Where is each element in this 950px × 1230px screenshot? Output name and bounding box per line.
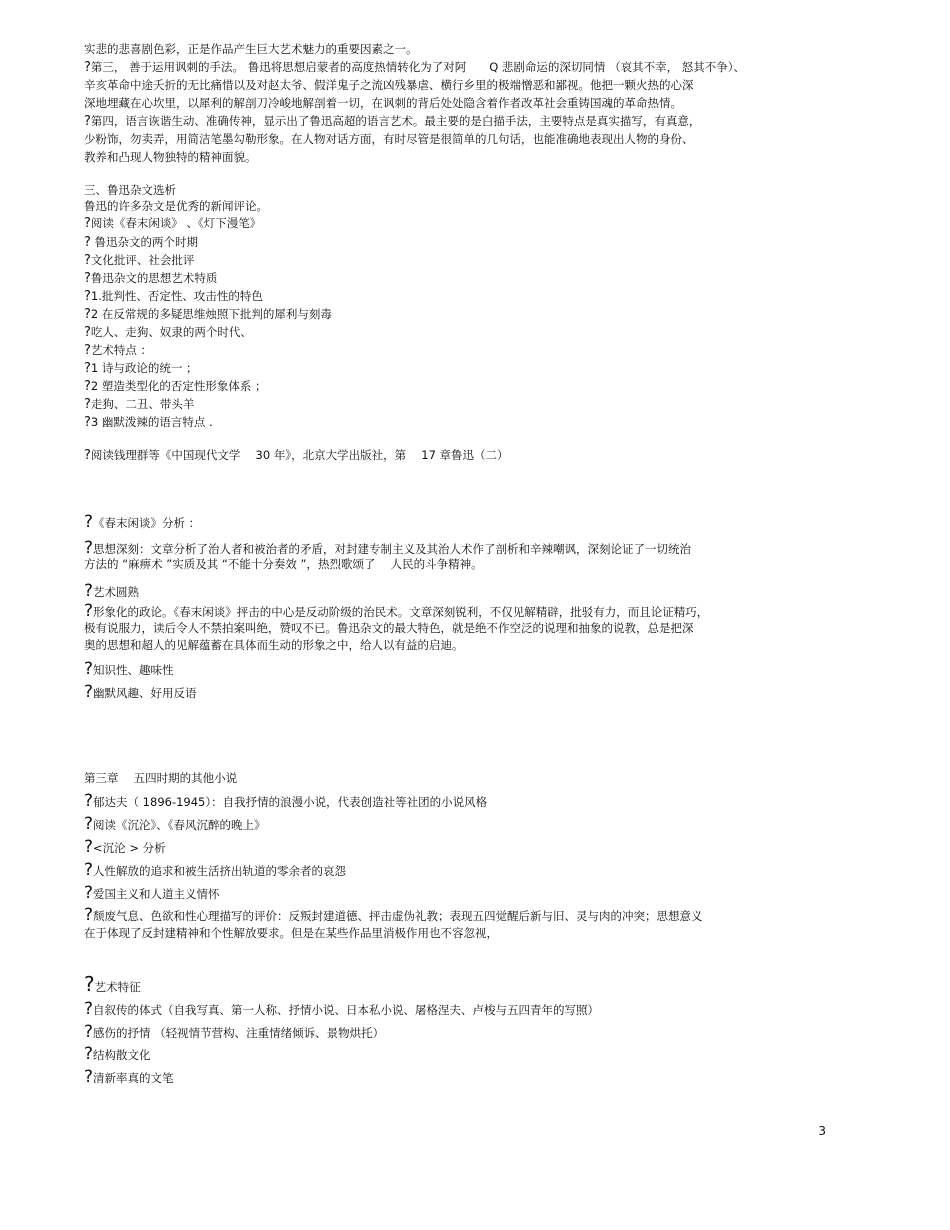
page-number: 3 — [818, 1124, 826, 1138]
line-text: 第三章 五四时期的其他小说 — [84, 771, 238, 785]
line-text: 知识性、趣味性 — [93, 663, 174, 677]
text-line — [84, 150, 257, 165]
text-line — [84, 448, 509, 463]
line-text: 三、鲁迅杂文选析 — [84, 183, 176, 197]
bullet: ? — [84, 1067, 94, 1087]
line-text: 少粉饰，勿卖弄，用简洁笔墨勾勒形象。在人物对话方面，有时尽管是很简单的几句话，也能准确地表现出人物的身份、 — [84, 132, 694, 146]
bullet: ? — [84, 1044, 94, 1064]
bullet: ? — [84, 682, 94, 702]
bullet: ? — [84, 114, 91, 129]
text-line — [84, 216, 261, 231]
text-line — [84, 839, 166, 856]
text-line — [84, 907, 703, 924]
line-text: 奥的思想和超人的见解蕴蓄在具体而生动的形象之中，给人以有益的启迪。 — [84, 638, 464, 652]
text-line — [84, 415, 213, 430]
line-text: 艺术特征 — [94, 980, 141, 994]
bullet: ? — [84, 659, 94, 679]
text-line — [84, 114, 700, 129]
line-text: 极有说服力，读后令人不禁拍案叫绝，赞叹不已。鲁迅杂文的最大特色，就是绝不作空泛的说理和抽象的说教，总是把深 — [84, 621, 694, 635]
line-text: 方法的 “麻痹术 ”实质及其 “不能十分奏效 ”，热烈歌颂了 人民的斗争精神。 — [84, 557, 483, 571]
text-line — [84, 638, 464, 653]
line-text: 自叙传的体式（自我写真、第一人称、抒情小说、日本私小说、屠格涅夫、卢梭与五四青年的写照） — [93, 1003, 600, 1017]
text-line — [84, 307, 332, 322]
text-line — [84, 583, 139, 600]
text-line — [84, 343, 152, 358]
bullet: ? — [84, 253, 91, 268]
line-text: 清新率真的文笔 — [93, 1071, 174, 1085]
bullet: ? — [84, 581, 94, 601]
text-line — [84, 514, 200, 531]
line-text: 文化批评、社会批评 — [90, 253, 195, 267]
line-text: 实悲的悲喜剧色彩，正是作品产生巨大艺术魅力的重要因素之一。 — [84, 42, 418, 56]
line-text: 辛亥革命中途夭折的无比痛惜以及对赵太爷、假洋鬼子之流凶残暴虐、横行乡里的极端憎恶和鄙视。他把一颗火热的心深 — [84, 78, 694, 92]
line-text: 3 幽默泼辣的语言特点 . — [90, 415, 213, 429]
line-text: 在于体现了反封建精神和个性解放要求。但是在某些作品里消极作用也不容忽视， — [84, 926, 498, 940]
line-text: 1.批判性、否定性、攻击性的特色 — [90, 289, 263, 303]
text-line — [84, 132, 694, 147]
text-line — [84, 289, 263, 304]
text-line — [84, 684, 197, 701]
bullet: ? — [84, 860, 94, 880]
bullet: ? — [84, 235, 91, 250]
line-text: <沉沦 > 分析 — [93, 841, 166, 855]
bullet: ? — [84, 814, 94, 834]
line-text: 鲁迅杂文的两个时期 — [90, 235, 199, 249]
text-line — [84, 661, 174, 678]
text-line — [84, 1001, 599, 1018]
bullet: ? — [84, 883, 94, 903]
line-text: 深地埋藏在心坎里，以犀利的解剖刀冷峻地解剖着一切，在讽刺的背后处处隐含着作者改革社会重铸国魂的革命热情。 — [84, 96, 682, 110]
text-line — [84, 253, 194, 268]
text-line — [84, 926, 498, 941]
section-heading — [84, 183, 176, 198]
line-text: 艺术特点 ： — [90, 343, 153, 357]
text-line — [84, 885, 220, 902]
text-line — [84, 621, 694, 636]
bullet: ? — [84, 307, 91, 322]
line-text: 1 诗与政论的统一 ； — [90, 361, 198, 375]
chapter-heading — [84, 771, 237, 786]
bullet: ? — [84, 397, 91, 412]
line-text: 2 塑造类型化的否定性形象体系 ； — [90, 379, 267, 393]
bullet: ? — [84, 512, 94, 532]
text-line — [84, 361, 198, 376]
line-text: 第四，语言诙谐生动、准确传神，显示出了鲁迅高超的语言艺术。最主要的是白描手法，主要特点是真实描写，有真意， — [90, 114, 701, 128]
bullet: ? — [84, 538, 94, 558]
text-line — [84, 271, 217, 286]
line-text: 走狗、二丑、带头羊 — [90, 397, 195, 411]
line-text: 教养和凸现人物独特的精神面貌。 — [84, 150, 257, 164]
line-text: 《春末闲谈》分析 ： — [93, 516, 201, 530]
text-line — [84, 1024, 384, 1041]
line-text: 郁达夫（ 1896-1945）：自我抒情的浪漫小说，代表创造社等社团的小说风格 — [93, 795, 488, 809]
bullet: ? — [84, 972, 95, 996]
line-text: 颓废气息、色欲和性心理描写的评价：反叛封建道德、抨击虚伪礼教；表现五四觉醒后新与旧、灵与肉的冲突；思想意义 — [93, 909, 703, 923]
bullet: ? — [84, 379, 91, 394]
bullet: ? — [84, 343, 91, 358]
bullet: ? — [84, 216, 91, 231]
line-text: 吃人、走狗、奴隶的两个时代、 — [90, 325, 252, 339]
bullet: ? — [84, 361, 91, 376]
text-line — [84, 78, 694, 93]
bullet: ? — [84, 60, 91, 75]
line-text: 第三， 善于运用讽刺的手法。 鲁迅将思想启蒙者的高度热情转化为了对阿 Q 悲剧命运的深切同情 （哀其不幸， 怒其不争）、 — [90, 60, 745, 74]
line-text: 艺术圆熟 — [93, 585, 140, 599]
text-line — [84, 557, 483, 572]
text-line — [84, 1046, 151, 1063]
line-text: 鲁迅的许多杂文是优秀的新闻评论。 — [84, 199, 268, 213]
bullet: ? — [84, 999, 94, 1019]
line-text: 结构散文化 — [93, 1048, 151, 1062]
text-line — [84, 603, 708, 620]
text-line — [84, 540, 691, 557]
text-line — [84, 199, 268, 214]
text-line — [84, 60, 745, 75]
text-line — [84, 325, 252, 340]
line-text: 爱国主义和人道主义情怀 — [93, 887, 220, 901]
line-text: 幽默风趣、好用反语 — [93, 686, 197, 700]
text-line — [84, 379, 267, 394]
bullet: ? — [84, 601, 94, 621]
line-text: 形象化的政论。《春末闲谈》抨击的中心是反动阶级的治民术。文章深刻锐利，不仅见解精辟，批驳有力，而且论证精巧， — [93, 605, 709, 619]
bullet: ? — [84, 415, 91, 430]
bullet: ? — [84, 1022, 94, 1042]
line-text: 阅读《春末闲谈》 、《灯下漫笔》 — [90, 216, 262, 230]
bullet: ? — [84, 905, 94, 925]
bullet: ? — [84, 791, 94, 811]
line-text: 感伤的抒情 （轻视情节营构、注重情绪倾诉、景物烘托） — [93, 1026, 385, 1040]
text-line — [84, 42, 418, 57]
text-line — [84, 235, 198, 250]
line-text: 人性解放的追求和被生活挤出轨道的零余者的哀怨 — [93, 864, 347, 878]
text-line — [84, 96, 682, 111]
text-line — [84, 972, 141, 996]
bullet: ? — [84, 448, 91, 463]
bullet: ? — [84, 289, 91, 304]
text-line — [84, 793, 487, 810]
text-line — [84, 862, 346, 879]
bullet: ? — [84, 837, 94, 857]
bullet: ? — [84, 271, 91, 286]
line-text: 鲁迅杂文的思想艺术特质 — [90, 271, 218, 285]
text-line — [84, 816, 266, 833]
bullet: ? — [84, 325, 91, 340]
line-text: 2 在反常规的多疑思维烛照下批判的犀利与刻毒 — [90, 307, 332, 321]
text-line — [84, 1069, 174, 1086]
line-text: 阅读钱理群等《中国现代文学 30 年》，北京大学出版社，第 17 章鲁迅（二） — [90, 448, 509, 462]
line-text: 阅读《沉沦》、《春风沉醉的晚上》 — [93, 818, 266, 832]
line-text: 思想深刻：文章分析了治人者和被治者的矛盾，对封建专制主义及其治人术作了剖析和辛辣嘲讽，深刻论证了一切统治 — [93, 542, 692, 556]
text-line — [84, 397, 194, 412]
